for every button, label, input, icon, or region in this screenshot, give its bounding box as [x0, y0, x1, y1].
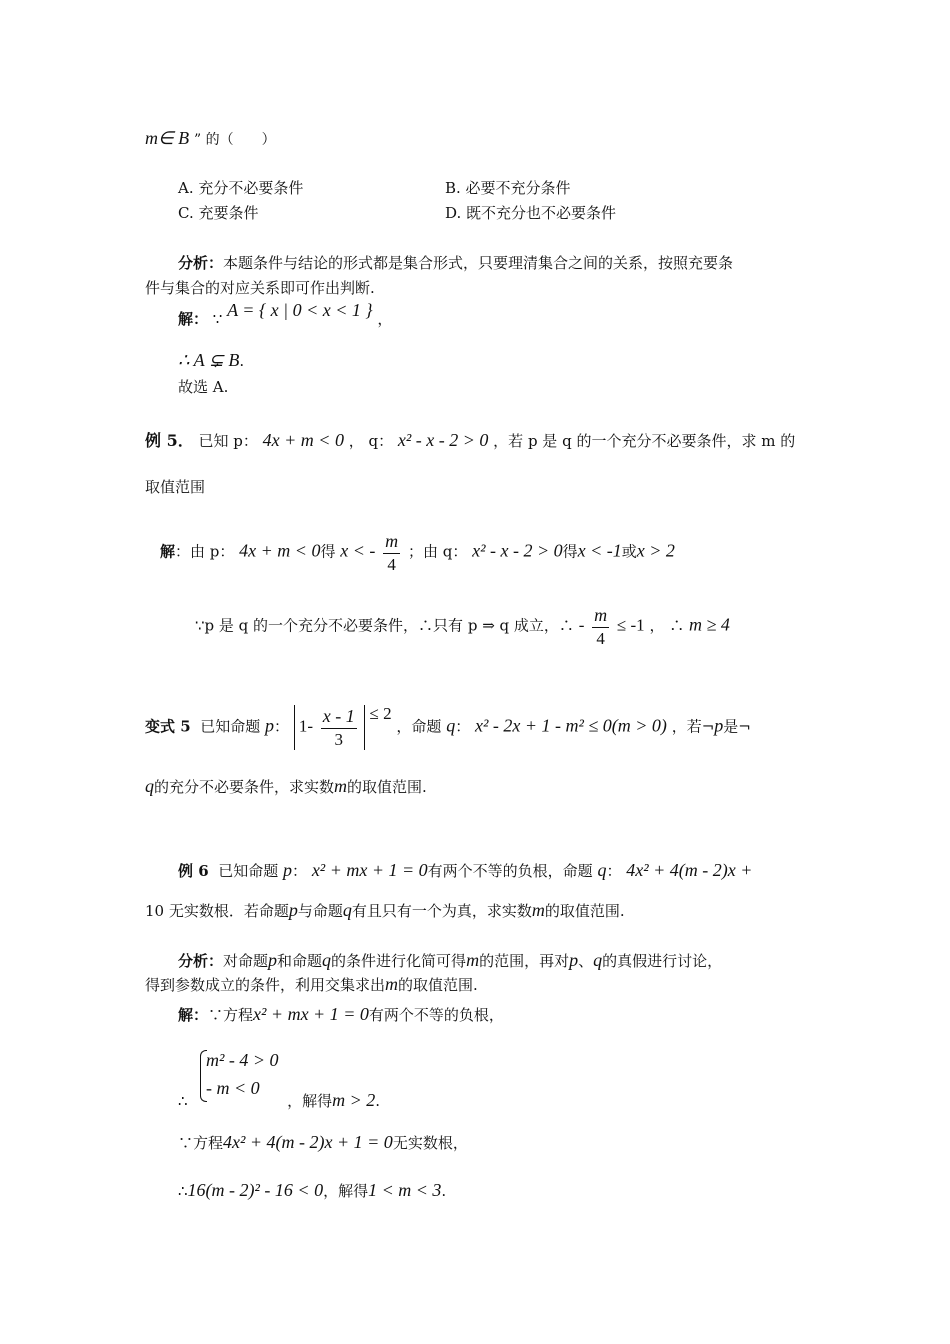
text: ，解得	[287, 1092, 333, 1110]
equation: x² + mx + 1 = 0	[253, 1004, 369, 1024]
math-m-in-b: m∈ B	[145, 128, 190, 148]
example5-solution-1	[160, 530, 675, 575]
text: ∵p 是 q 的一个充分不必要条件，∴只有 p ⇒ q 成立，∴	[195, 616, 574, 635]
result: m > 2	[332, 1090, 376, 1110]
option-b: B. 必要不充分条件	[445, 179, 571, 197]
var-m: m	[385, 974, 399, 994]
text: 无实数根，	[392, 1134, 468, 1152]
prop-q: q	[322, 950, 332, 970]
inequality: ≤ -1	[616, 615, 645, 635]
prop-p: p	[283, 860, 293, 880]
because-symbol: ∵	[212, 310, 223, 328]
example5-line-1	[145, 430, 795, 452]
set-a-definition: A = { x | 0 < x < 1 }	[227, 300, 373, 320]
text: 有且只有一个为真，求实数	[351, 902, 532, 920]
absolute-value	[294, 705, 365, 750]
fragment-line	[145, 128, 276, 150]
example5-label: 例 5．	[145, 431, 194, 450]
system-line-2: - m < 0	[206, 1078, 260, 1098]
numerator: m	[592, 604, 609, 628]
prop-q: q	[593, 950, 603, 970]
text: ，若 p 是 q 的一个充分不必要条件，求 m 的	[493, 432, 796, 450]
denominator: 3	[334, 729, 343, 749]
text: 已知命题	[200, 717, 261, 736]
text: 的取值范围.	[347, 778, 427, 796]
text: 的真假进行讨论，	[602, 952, 723, 970]
colon: ：	[274, 717, 290, 736]
denominator: 4	[596, 628, 605, 648]
minus-sign: -	[578, 615, 585, 635]
period: .	[239, 352, 245, 370]
option-d: D. 既不充分也不必要条件	[445, 204, 617, 222]
analysis-line-2: 件与集合的对应关系即可作出判断.	[145, 279, 375, 297]
colon: ：	[455, 717, 471, 736]
system-line-1: m² - 4 > 0	[206, 1050, 279, 1070]
p-expression: x² + mx + 1 = 0	[311, 860, 428, 880]
math-x-greater-2: x > 2	[636, 540, 675, 561]
numerator: m	[383, 530, 400, 554]
text: 对命题	[223, 952, 269, 970]
example6-analysis-1	[178, 950, 722, 972]
abs-prefix: 1-	[298, 716, 313, 736]
text: 10 无实数根．若命题	[145, 902, 289, 920]
text: 得	[320, 542, 336, 561]
fraction-m-over-4	[592, 604, 609, 649]
solution-line-1	[178, 300, 393, 330]
therefore-symbol: ∴	[178, 1092, 188, 1110]
text: 有两个不等的负根，命题	[427, 862, 593, 880]
text: 是¬	[723, 717, 751, 736]
prop-q: q	[145, 776, 154, 796]
text: 得	[562, 542, 578, 561]
choose-answer: 故选 A.	[178, 378, 229, 396]
analysis-label: 分析：	[178, 254, 224, 272]
period: .	[375, 1092, 381, 1110]
example6-solution-3	[178, 1132, 468, 1154]
text: 得到参数成立的条件，利用交集求出	[145, 976, 386, 994]
text: ，命题	[396, 717, 442, 736]
solution-line-2	[178, 350, 244, 372]
text: ∵方程	[208, 1006, 254, 1024]
equation: 4x² + 4(m - 2)x + 1 = 0	[223, 1132, 393, 1152]
text: 的充分不必要条件，求实数	[154, 778, 335, 796]
result: 1 < m < 3	[368, 1180, 442, 1200]
var-m: m	[531, 900, 545, 920]
prop-p: p	[265, 715, 275, 736]
comma: ，	[377, 310, 393, 328]
prop-p: p	[714, 715, 724, 736]
prop-q: q	[342, 900, 352, 920]
math-p: 4x + m < 0	[239, 540, 321, 561]
text: 和命题	[277, 952, 323, 970]
text: ，解得	[323, 1182, 369, 1200]
analysis-label: 分析：	[178, 952, 224, 970]
example6-analysis-2	[145, 974, 478, 996]
result-m: m ≥ 4	[689, 614, 730, 635]
condition-p: 4x + m < 0	[262, 430, 344, 450]
prop-q: q	[446, 715, 456, 736]
prop-p: p	[288, 900, 298, 920]
analysis-line-1	[178, 254, 733, 272]
inequality: ≤ 2	[369, 704, 392, 724]
solution-label: 解	[160, 542, 176, 561]
var-m: m	[334, 776, 348, 796]
prop-q: q	[597, 860, 607, 880]
text: 或	[621, 542, 637, 561]
condition-q: x² - x - 2 > 0	[397, 430, 489, 450]
example6-solution-4	[178, 1180, 446, 1202]
text: ：由 p：	[175, 542, 235, 561]
solution-label: 解：	[178, 310, 209, 328]
example6-line-2	[145, 900, 625, 922]
variant5-line-1	[145, 705, 751, 750]
text: 有两个不等的负根，	[368, 1006, 504, 1024]
text: ， q：	[348, 432, 394, 450]
subset-relation: ∴ A ⊊ B	[178, 350, 240, 370]
math-x-less: x < -	[340, 540, 376, 561]
example5-line-2: 取值范围	[145, 478, 206, 496]
colon: ：	[292, 862, 308, 880]
text: ∵方程	[178, 1134, 224, 1152]
fraction-x-minus-1-over-3	[321, 705, 357, 750]
math-q: x² - x - 2 > 0	[472, 540, 563, 561]
text: 已知命题	[218, 862, 279, 880]
text: 与命题	[297, 902, 343, 920]
text: 的条件进行化简可得	[331, 952, 467, 970]
text: ，若¬	[671, 717, 715, 736]
colon: ：	[606, 862, 622, 880]
text: 、	[578, 952, 594, 970]
analysis-text: 本题条件与结论的形式都是集合形式，只要理清集合之间的关系，按照充要条	[223, 254, 734, 272]
text: 的范围，再对	[479, 952, 570, 970]
period: .	[441, 1182, 447, 1200]
text: 的取值范围.	[544, 902, 625, 920]
text: 的取值范围.	[398, 976, 478, 994]
option-c: C. 充要条件	[178, 204, 259, 222]
option-a: A. 充分不必要条件	[178, 179, 304, 197]
example6-solution-2	[178, 1090, 380, 1112]
therefore-symbol: ∴	[178, 1182, 188, 1200]
prop-p: p	[569, 950, 579, 970]
q-expression: x² - 2x + 1 - m² ≤ 0(m > 0)	[475, 715, 667, 736]
fragment-tail: ” 的（ ）	[193, 132, 276, 148]
example5-solution-2	[195, 604, 730, 649]
math-x-less-1: x < -1	[577, 540, 622, 561]
solution-label: 解：	[178, 1006, 209, 1024]
prop-p: p	[268, 950, 278, 970]
variant5-label: 变式 5	[145, 717, 191, 736]
text: ， ∴	[649, 616, 685, 635]
q-expression: 4x² + 4(m - 2)x +	[626, 860, 753, 880]
numerator: x - 1	[321, 705, 357, 729]
text: 已知 p：	[198, 432, 258, 450]
text: ；由 q：	[407, 542, 468, 561]
fraction-m-over-4	[383, 530, 400, 575]
example6-line-1	[178, 860, 752, 882]
var-m: m	[466, 950, 480, 970]
example6-solution-1	[178, 1004, 504, 1026]
inequality: 16(m - 2)² - 16 < 0	[187, 1180, 324, 1200]
denominator: 4	[387, 554, 396, 574]
variant5-line-2	[145, 776, 427, 798]
example6-label: 例 6	[178, 862, 209, 880]
